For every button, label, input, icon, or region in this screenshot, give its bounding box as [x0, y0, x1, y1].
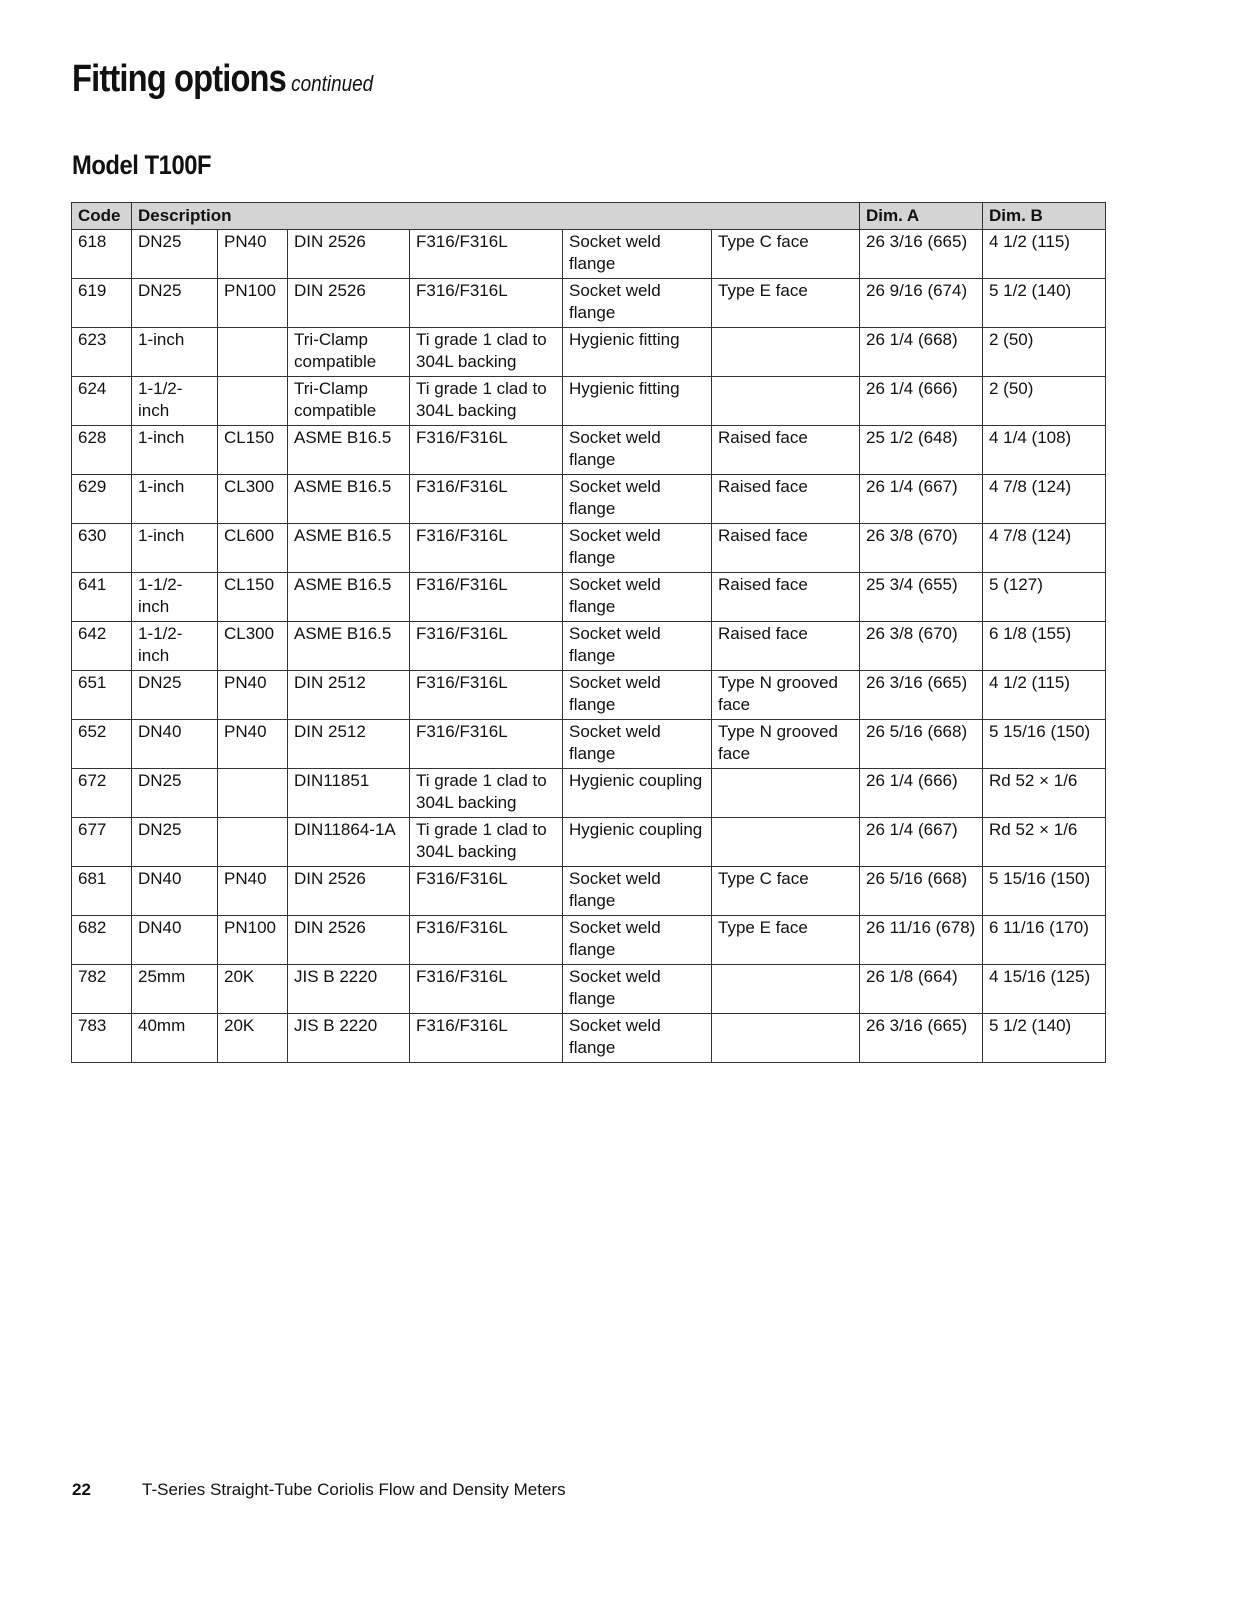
code-cell: 628 [72, 426, 132, 475]
code-cell: 624 [72, 377, 132, 426]
material-cell: Ti grade 1 clad to 304L backing [410, 328, 563, 377]
type-cell: Socket weld flange [563, 867, 712, 916]
dim-b-cell: 5 1/2 (140) [983, 1014, 1106, 1063]
standard-cell: DIN 2512 [288, 720, 410, 769]
standard-cell: DIN11864-1A [288, 818, 410, 867]
code-cell: 651 [72, 671, 132, 720]
page-title [72, 58, 373, 101]
code-cell: 641 [72, 573, 132, 622]
dim-b-cell: 4 1/4 (108) [983, 426, 1106, 475]
type-cell: Hygienic fitting [563, 377, 712, 426]
header-code: Code [72, 203, 132, 230]
code-cell: 630 [72, 524, 132, 573]
material-cell: F316/F316L [410, 671, 563, 720]
table-header-row [72, 203, 1106, 230]
code-cell: 783 [72, 1014, 132, 1063]
code-cell: 782 [72, 965, 132, 1014]
type-cell: Socket weld flange [563, 1014, 712, 1063]
dim-b-cell: 2 (50) [983, 377, 1106, 426]
table-row [72, 720, 1106, 769]
size-cell: 1-inch [132, 475, 218, 524]
rating-cell: 20K [218, 1014, 288, 1063]
table-body [72, 230, 1106, 1063]
size-cell: DN40 [132, 916, 218, 965]
header-dim-a: Dim. A [860, 203, 983, 230]
rating-cell: CL150 [218, 573, 288, 622]
standard-cell: JIS B 2220 [288, 1014, 410, 1063]
material-cell: F316/F316L [410, 867, 563, 916]
size-cell: 40mm [132, 1014, 218, 1063]
page-title-text: Fitting options [72, 58, 286, 100]
rating-cell: CL600 [218, 524, 288, 573]
table-row [72, 230, 1106, 279]
rating-cell: PN40 [218, 671, 288, 720]
material-cell: F316/F316L [410, 279, 563, 328]
face-cell: Raised face [712, 622, 860, 671]
rating-cell: PN40 [218, 867, 288, 916]
type-cell: Socket weld flange [563, 622, 712, 671]
type-cell: Hygienic fitting [563, 328, 712, 377]
material-cell: F316/F316L [410, 916, 563, 965]
dim-a-cell: 26 9/16 (674) [860, 279, 983, 328]
dim-b-cell: 5 (127) [983, 573, 1106, 622]
dim-a-cell: 25 3/4 (655) [860, 573, 983, 622]
rating-cell [218, 377, 288, 426]
table-row [72, 965, 1106, 1014]
rating-cell: CL150 [218, 426, 288, 475]
dim-a-cell: 26 1/4 (667) [860, 818, 983, 867]
material-cell: F316/F316L [410, 524, 563, 573]
page-title-suffix: continued [291, 71, 374, 96]
standard-cell: JIS B 2220 [288, 965, 410, 1014]
table-row [72, 671, 1106, 720]
material-cell: F316/F316L [410, 1014, 563, 1063]
dim-a-cell: 26 1/4 (668) [860, 328, 983, 377]
material-cell: F316/F316L [410, 230, 563, 279]
dim-b-cell: Rd 52 × 1/6 [983, 769, 1106, 818]
code-cell: 623 [72, 328, 132, 377]
face-cell: Type C face [712, 230, 860, 279]
dim-a-cell: 26 5/16 (668) [860, 720, 983, 769]
rating-cell [218, 769, 288, 818]
type-cell: Socket weld flange [563, 279, 712, 328]
type-cell: Socket weld flange [563, 720, 712, 769]
size-cell: DN25 [132, 818, 218, 867]
table-row [72, 916, 1106, 965]
rating-cell: CL300 [218, 622, 288, 671]
size-cell: DN40 [132, 867, 218, 916]
rating-cell: PN40 [218, 230, 288, 279]
type-cell: Socket weld flange [563, 671, 712, 720]
standard-cell: ASME B16.5 [288, 524, 410, 573]
standard-cell: ASME B16.5 [288, 622, 410, 671]
code-cell: 681 [72, 867, 132, 916]
standard-cell: DIN11851 [288, 769, 410, 818]
face-cell [712, 328, 860, 377]
type-cell: Socket weld flange [563, 965, 712, 1014]
dim-a-cell: 26 3/16 (665) [860, 1014, 983, 1063]
standard-cell: DIN 2526 [288, 230, 410, 279]
table-row [72, 573, 1106, 622]
size-cell: 1-1/2-inch [132, 622, 218, 671]
material-cell: F316/F316L [410, 426, 563, 475]
dim-a-cell: 26 5/16 (668) [860, 867, 983, 916]
code-cell: 619 [72, 279, 132, 328]
dim-b-cell: 5 15/16 (150) [983, 867, 1106, 916]
table-row [72, 426, 1106, 475]
rating-cell: 20K [218, 965, 288, 1014]
type-cell: Socket weld flange [563, 426, 712, 475]
dim-a-cell: 26 3/8 (670) [860, 524, 983, 573]
size-cell: DN25 [132, 279, 218, 328]
material-cell: Ti grade 1 clad to 304L backing [410, 769, 563, 818]
size-cell: 1-inch [132, 328, 218, 377]
material-cell: F316/F316L [410, 573, 563, 622]
type-cell: Socket weld flange [563, 475, 712, 524]
face-cell: Type E face [712, 916, 860, 965]
rating-cell: PN40 [218, 720, 288, 769]
type-cell: Socket weld flange [563, 916, 712, 965]
standard-cell: ASME B16.5 [288, 573, 410, 622]
rating-cell [218, 818, 288, 867]
dim-b-cell: 4 1/2 (115) [983, 230, 1106, 279]
size-cell: DN25 [132, 671, 218, 720]
dim-a-cell: 26 3/8 (670) [860, 622, 983, 671]
rating-cell: PN100 [218, 916, 288, 965]
face-cell [712, 818, 860, 867]
size-cell: 1-inch [132, 426, 218, 475]
dim-a-cell: 26 3/16 (665) [860, 671, 983, 720]
dim-b-cell: 2 (50) [983, 328, 1106, 377]
dim-b-cell: 5 1/2 (140) [983, 279, 1106, 328]
type-cell: Hygienic coupling [563, 818, 712, 867]
dim-a-cell: 25 1/2 (648) [860, 426, 983, 475]
table-row [72, 377, 1106, 426]
standard-cell: Tri-Clamp compatible [288, 328, 410, 377]
dim-b-cell: 4 15/16 (125) [983, 965, 1106, 1014]
size-cell: 25mm [132, 965, 218, 1014]
size-cell: 1-1/2-inch [132, 573, 218, 622]
rating-cell: PN100 [218, 279, 288, 328]
material-cell: F316/F316L [410, 720, 563, 769]
standard-cell: DIN 2526 [288, 867, 410, 916]
dim-b-cell: 4 7/8 (124) [983, 524, 1106, 573]
standard-cell: ASME B16.5 [288, 426, 410, 475]
material-cell: F316/F316L [410, 622, 563, 671]
dim-a-cell: 26 11/16 (678) [860, 916, 983, 965]
size-cell: DN25 [132, 769, 218, 818]
dim-b-cell: Rd 52 × 1/6 [983, 818, 1106, 867]
dim-a-cell: 26 1/4 (667) [860, 475, 983, 524]
type-cell: Socket weld flange [563, 524, 712, 573]
type-cell: Socket weld flange [563, 230, 712, 279]
code-cell: 672 [72, 769, 132, 818]
code-cell: 682 [72, 916, 132, 965]
material-cell: Ti grade 1 clad to 304L backing [410, 818, 563, 867]
code-cell: 629 [72, 475, 132, 524]
dim-b-cell: 6 11/16 (170) [983, 916, 1106, 965]
table-row [72, 622, 1106, 671]
face-cell: Type N grooved face [712, 671, 860, 720]
table-row [72, 328, 1106, 377]
dim-a-cell: 26 1/4 (666) [860, 769, 983, 818]
face-cell: Type E face [712, 279, 860, 328]
size-cell: DN40 [132, 720, 218, 769]
dim-b-cell: 4 1/2 (115) [983, 671, 1106, 720]
page-footer [72, 1480, 566, 1500]
table-row [72, 1014, 1106, 1063]
face-cell: Type N grooved face [712, 720, 860, 769]
code-cell: 618 [72, 230, 132, 279]
fitting-options-table [71, 202, 1106, 1063]
standard-cell: DIN 2526 [288, 279, 410, 328]
code-cell: 642 [72, 622, 132, 671]
code-cell: 652 [72, 720, 132, 769]
table-row [72, 475, 1106, 524]
dim-a-cell: 26 1/8 (664) [860, 965, 983, 1014]
dim-a-cell: 26 1/4 (666) [860, 377, 983, 426]
face-cell: Raised face [712, 426, 860, 475]
table-row [72, 524, 1106, 573]
size-cell: 1-1/2-inch [132, 377, 218, 426]
code-cell: 677 [72, 818, 132, 867]
face-cell: Raised face [712, 524, 860, 573]
material-cell: F316/F316L [410, 965, 563, 1014]
face-cell [712, 1014, 860, 1063]
dim-b-cell: 5 15/16 (150) [983, 720, 1106, 769]
header-description: Description [132, 203, 860, 230]
material-cell: F316/F316L [410, 475, 563, 524]
face-cell [712, 377, 860, 426]
table-row [72, 769, 1106, 818]
header-dim-b: Dim. B [983, 203, 1106, 230]
face-cell: Raised face [712, 573, 860, 622]
size-cell: 1-inch [132, 524, 218, 573]
standard-cell: DIN 2512 [288, 671, 410, 720]
table-row [72, 279, 1106, 328]
face-cell [712, 769, 860, 818]
section-title: Model T100F [72, 150, 212, 180]
page-number: 22 [72, 1480, 91, 1499]
dim-b-cell: 6 1/8 (155) [983, 622, 1106, 671]
standard-cell: Tri-Clamp compatible [288, 377, 410, 426]
type-cell: Hygienic coupling [563, 769, 712, 818]
rating-cell [218, 328, 288, 377]
table-row [72, 867, 1106, 916]
dim-a-cell: 26 3/16 (665) [860, 230, 983, 279]
table-row [72, 818, 1106, 867]
standard-cell: ASME B16.5 [288, 475, 410, 524]
face-cell: Type C face [712, 867, 860, 916]
rating-cell: CL300 [218, 475, 288, 524]
footer-doc-title: T-Series Straight-Tube Coriolis Flow and Density Meters [142, 1480, 566, 1499]
face-cell [712, 965, 860, 1014]
material-cell: Ti grade 1 clad to 304L backing [410, 377, 563, 426]
dim-b-cell: 4 7/8 (124) [983, 475, 1106, 524]
type-cell: Socket weld flange [563, 573, 712, 622]
size-cell: DN25 [132, 230, 218, 279]
standard-cell: DIN 2526 [288, 916, 410, 965]
face-cell: Raised face [712, 475, 860, 524]
